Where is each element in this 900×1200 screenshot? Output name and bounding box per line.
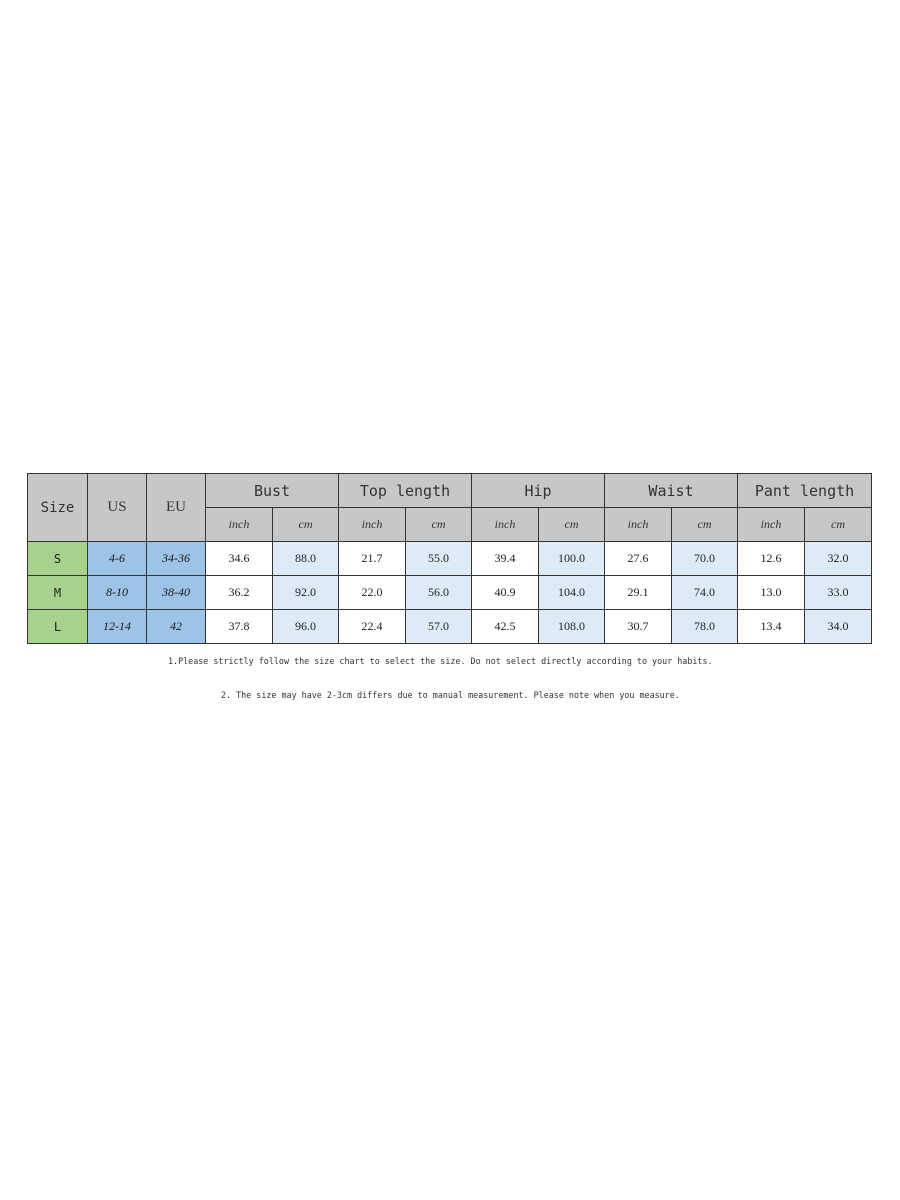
pant-length-inch-cell: 12.6	[738, 542, 805, 576]
hip-inch-cell: 42.5	[472, 610, 539, 644]
bust-inch-cell: 36.2	[206, 576, 273, 610]
size-cell: L	[28, 610, 88, 644]
bust-inch-cell: 34.6	[206, 542, 273, 576]
size-cell: S	[28, 542, 88, 576]
hip-cm-cell: 108.0	[539, 610, 605, 644]
top-length-cm-cell: 55.0	[406, 542, 472, 576]
pant-length-header: Pant length	[738, 474, 872, 508]
waist-inch-cell: 27.6	[605, 542, 672, 576]
table-row	[28, 610, 872, 644]
top-length-header: Top length	[339, 474, 472, 508]
bust-inch-cell: 37.8	[206, 610, 273, 644]
unit-cm-header: cm	[406, 508, 472, 542]
waist-inch-cell: 30.7	[605, 610, 672, 644]
eu-size-cell: 38-40	[147, 576, 206, 610]
waist-header: Waist	[605, 474, 738, 508]
size-chart-table	[27, 473, 872, 644]
hip-inch-cell: 39.4	[472, 542, 539, 576]
waist-cm-cell: 74.0	[672, 576, 738, 610]
unit-inch-header: inch	[738, 508, 805, 542]
eu-header: EU	[147, 474, 206, 542]
unit-inch-header: inch	[472, 508, 539, 542]
table-row	[28, 542, 872, 576]
us-size-cell: 8-10	[88, 576, 147, 610]
bust-cm-cell: 92.0	[273, 576, 339, 610]
top-length-cm-cell: 57.0	[406, 610, 472, 644]
table-row	[28, 576, 872, 610]
size-cell: M	[28, 576, 88, 610]
unit-cm-header: cm	[539, 508, 605, 542]
top-length-cm-cell: 56.0	[406, 576, 472, 610]
unit-cm-header: cm	[672, 508, 738, 542]
pant-length-cm-cell: 32.0	[805, 542, 872, 576]
unit-inch-header: inch	[206, 508, 273, 542]
waist-cm-cell: 70.0	[672, 542, 738, 576]
waist-inch-cell: 29.1	[605, 576, 672, 610]
top-length-inch-cell: 22.4	[339, 610, 406, 644]
size-header: Size	[28, 474, 88, 542]
unit-cm-header: cm	[273, 508, 339, 542]
size-note-1: 1.Please strictly follow the size chart to select the size. Do not select directly according to your habits.	[168, 656, 713, 666]
hip-cm-cell: 104.0	[539, 576, 605, 610]
bust-cm-cell: 96.0	[273, 610, 339, 644]
top-length-inch-cell: 22.0	[339, 576, 406, 610]
bust-header: Bust	[206, 474, 339, 508]
waist-cm-cell: 78.0	[672, 610, 738, 644]
us-size-cell: 12-14	[88, 610, 147, 644]
unit-cm-header: cm	[805, 508, 872, 542]
unit-inch-header: inch	[605, 508, 672, 542]
hip-header: Hip	[472, 474, 605, 508]
pant-length-inch-cell: 13.4	[738, 610, 805, 644]
eu-size-cell: 42	[147, 610, 206, 644]
group-header-row	[28, 474, 872, 508]
pant-length-inch-cell: 13.0	[738, 576, 805, 610]
unit-inch-header: inch	[339, 508, 406, 542]
eu-size-cell: 34-36	[147, 542, 206, 576]
pant-length-cm-cell: 34.0	[805, 610, 872, 644]
top-length-inch-cell: 21.7	[339, 542, 406, 576]
us-size-cell: 4-6	[88, 542, 147, 576]
pant-length-cm-cell: 33.0	[805, 576, 872, 610]
us-header: US	[88, 474, 147, 542]
hip-inch-cell: 40.9	[472, 576, 539, 610]
size-note-2: 2. The size may have 2-3cm differs due to manual measurement. Please note when you measure.	[221, 690, 680, 700]
hip-cm-cell: 100.0	[539, 542, 605, 576]
bust-cm-cell: 88.0	[273, 542, 339, 576]
